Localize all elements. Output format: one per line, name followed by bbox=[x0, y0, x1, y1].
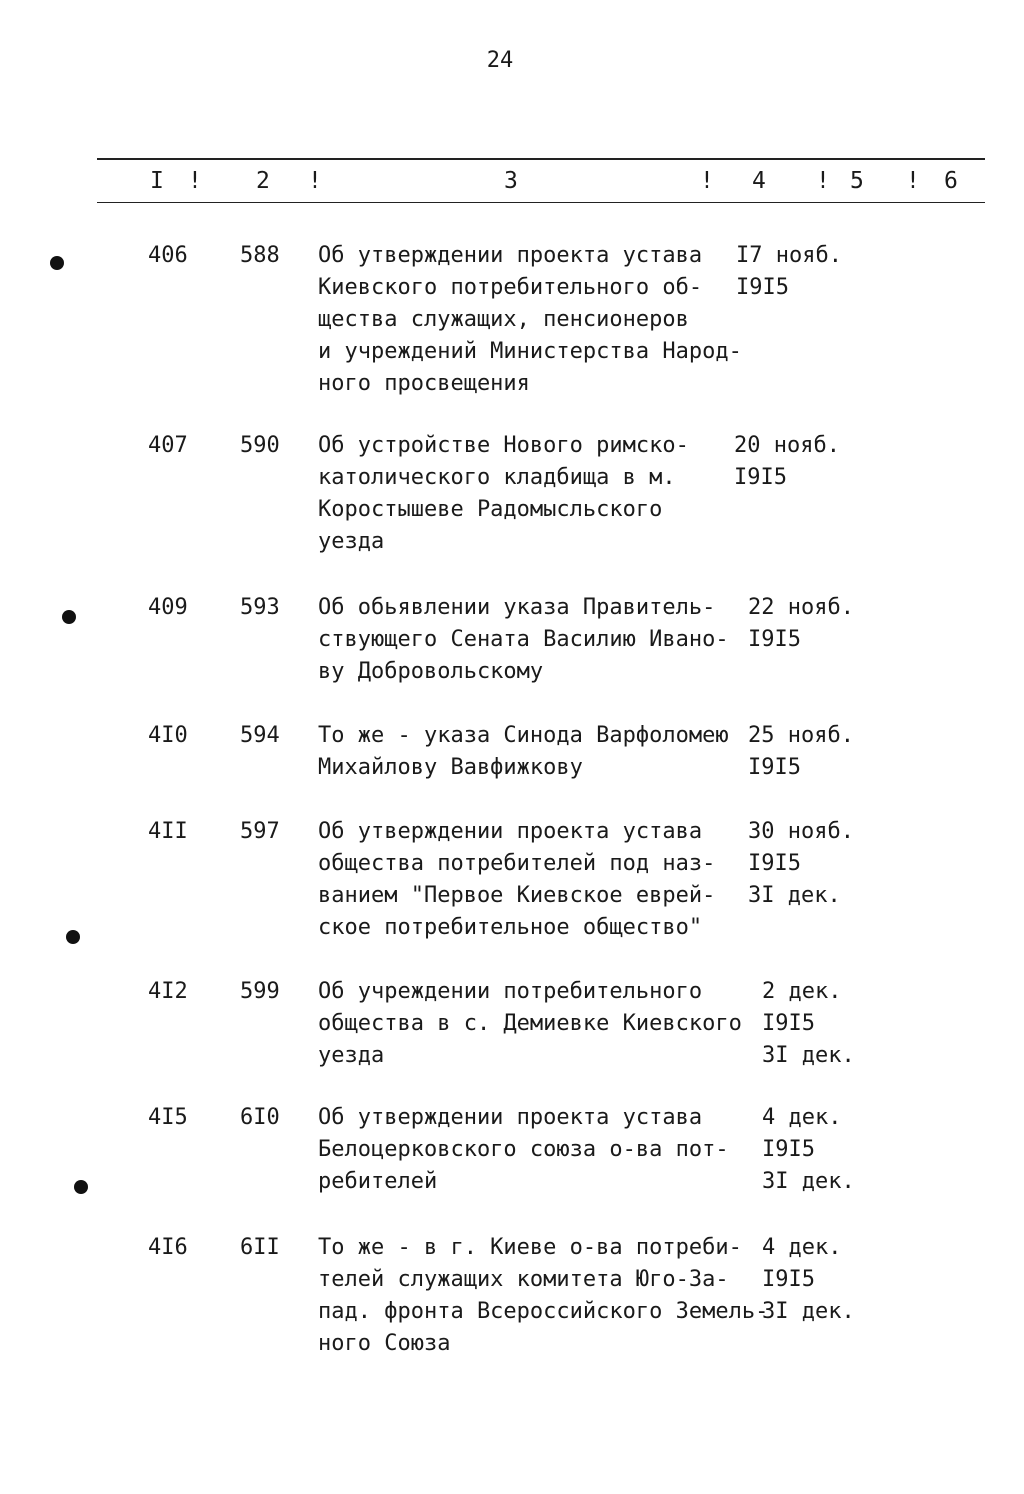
record-ref: 597 bbox=[240, 819, 280, 844]
record-date bbox=[736, 240, 876, 304]
page-number: 24 bbox=[486, 48, 514, 73]
record-title-line: общества в с. Демиевке Киевского bbox=[318, 1011, 742, 1036]
record-number: 409 bbox=[148, 595, 188, 620]
record-date-line: I9I5 bbox=[762, 1137, 815, 1162]
header-col-2: 2 bbox=[256, 168, 270, 194]
punch-hole bbox=[62, 610, 76, 624]
record-title-line: пад. фронта Всероссийского Земель- bbox=[318, 1299, 769, 1324]
record-title-line: Об учреждении потребительного bbox=[318, 979, 703, 1004]
header-col-3: 3 bbox=[504, 168, 518, 194]
record-date-line: I9I5 bbox=[734, 465, 787, 490]
record-title bbox=[318, 816, 758, 944]
punch-hole bbox=[50, 256, 64, 270]
record-title-line: Киевского потребительного об- bbox=[318, 275, 703, 300]
record-date-line: I7 нояб. bbox=[736, 243, 842, 268]
record-date-line: I9I5 bbox=[762, 1267, 815, 1292]
record-date-line: 4 дек. bbox=[762, 1235, 842, 1260]
record-ref: 594 bbox=[240, 723, 280, 748]
record-date-line: I9I5 bbox=[748, 851, 801, 876]
record-date-line: 4 дек. bbox=[762, 1105, 842, 1130]
record-date bbox=[748, 816, 888, 912]
record-date-line: 30 нояб. bbox=[748, 819, 854, 844]
header-col-5: 5 bbox=[850, 168, 864, 194]
record-date bbox=[734, 430, 874, 494]
record-date-line: I9I5 bbox=[736, 275, 789, 300]
record-title-line: католического кладбища в м. bbox=[318, 465, 676, 490]
record-date bbox=[762, 1102, 902, 1198]
record-title-line: То же - в г. Киеве о-ва потреби- bbox=[318, 1235, 742, 1260]
record-date-line: 25 нояб. bbox=[748, 723, 854, 748]
record-title-line: Михайлову Вавфижкову bbox=[318, 755, 583, 780]
record-ref: 588 bbox=[240, 243, 280, 268]
record-date-line: 2 дек. bbox=[762, 979, 842, 1004]
record-date-line: 3I дек. bbox=[748, 883, 841, 908]
header-sep: ! bbox=[906, 168, 920, 194]
record-title-line: Белоцерковского союза о-ва пот- bbox=[318, 1137, 729, 1162]
record-title-line: Об утверждении проекта устава bbox=[318, 243, 703, 268]
record-number: 4I5 bbox=[148, 1105, 188, 1130]
record-ref: 6II bbox=[240, 1235, 280, 1260]
record-date bbox=[748, 592, 888, 656]
header-col-4: 4 bbox=[752, 168, 766, 194]
record-title-line: ванием "Первое Киевское еврей- bbox=[318, 883, 716, 908]
header-sep: ! bbox=[308, 168, 322, 194]
record-date-line: I9I5 bbox=[748, 627, 801, 652]
record-date-line: 22 нояб. bbox=[748, 595, 854, 620]
record-date-line: 3I дек. bbox=[762, 1299, 855, 1324]
record-title-line: Об устройстве Нового римско- bbox=[318, 433, 689, 458]
punch-hole bbox=[74, 1180, 88, 1194]
punch-hole bbox=[66, 930, 80, 944]
record-date bbox=[748, 720, 888, 784]
record-date-line: I9I5 bbox=[748, 755, 801, 780]
record-title bbox=[318, 1102, 758, 1198]
record-number: 407 bbox=[148, 433, 188, 458]
header-top-rule bbox=[97, 158, 985, 160]
record-date-line: 3I дек. bbox=[762, 1169, 855, 1194]
record-title-line: Коростышеве Радомысльского bbox=[318, 497, 663, 522]
record-date-line: 3I дек. bbox=[762, 1043, 855, 1068]
header-col-6: 6 bbox=[944, 168, 958, 194]
record-title-line: ребителей bbox=[318, 1169, 438, 1194]
record-title-line: ного просвещения bbox=[318, 371, 530, 396]
record-title bbox=[318, 240, 758, 400]
record-number: 4I6 bbox=[148, 1235, 188, 1260]
record-ref: 6I0 bbox=[240, 1105, 280, 1130]
record-title-line: и учреждений Министерства Народ- bbox=[318, 339, 742, 364]
record-title bbox=[318, 976, 758, 1072]
record-title bbox=[318, 592, 758, 688]
header-sep: ! bbox=[700, 168, 714, 194]
record-ref: 590 bbox=[240, 433, 280, 458]
record-title bbox=[318, 720, 758, 784]
record-title-line: уезда bbox=[318, 529, 385, 554]
record-number: 406 bbox=[148, 243, 188, 268]
record-title-line: Об утверждении проекта устава bbox=[318, 819, 703, 844]
record-number: 4I2 bbox=[148, 979, 188, 1004]
record-title bbox=[318, 1232, 769, 1360]
record-number: 4II bbox=[148, 819, 188, 844]
record-title-line: ствующего Сената Василию Ивано- bbox=[318, 627, 729, 652]
header-col-1: I bbox=[150, 168, 164, 194]
record-title-line: ское потребительное общество" bbox=[318, 915, 703, 940]
record-title-line: ного Союза bbox=[318, 1331, 451, 1356]
record-date-line: I9I5 bbox=[762, 1011, 815, 1036]
record-number: 4I0 bbox=[148, 723, 188, 748]
record-date-line: 20 нояб. bbox=[734, 433, 840, 458]
record-title-line: Об утверждении проекта устава bbox=[318, 1105, 703, 1130]
header-bottom-rule bbox=[97, 202, 985, 203]
record-date bbox=[762, 976, 902, 1072]
record-ref: 593 bbox=[240, 595, 280, 620]
record-title-line: щества служащих, пенсионеров bbox=[318, 307, 689, 332]
header-sep: ! bbox=[816, 168, 830, 194]
record-title-line: Об обьявлении указа Правитель- bbox=[318, 595, 716, 620]
record-title-line: То же - указа Синода Варфоломею bbox=[318, 723, 729, 748]
record-title-line: телей служащих комитета Юго-За- bbox=[318, 1267, 729, 1292]
record-title-line: уезда bbox=[318, 1043, 385, 1068]
record-title-line: общества потребителей под наз- bbox=[318, 851, 716, 876]
record-title-line: ву Добровольскому bbox=[318, 659, 544, 684]
record-date bbox=[762, 1232, 902, 1328]
record-ref: 599 bbox=[240, 979, 280, 1004]
header-sep: ! bbox=[188, 168, 202, 194]
record-title bbox=[318, 430, 758, 558]
